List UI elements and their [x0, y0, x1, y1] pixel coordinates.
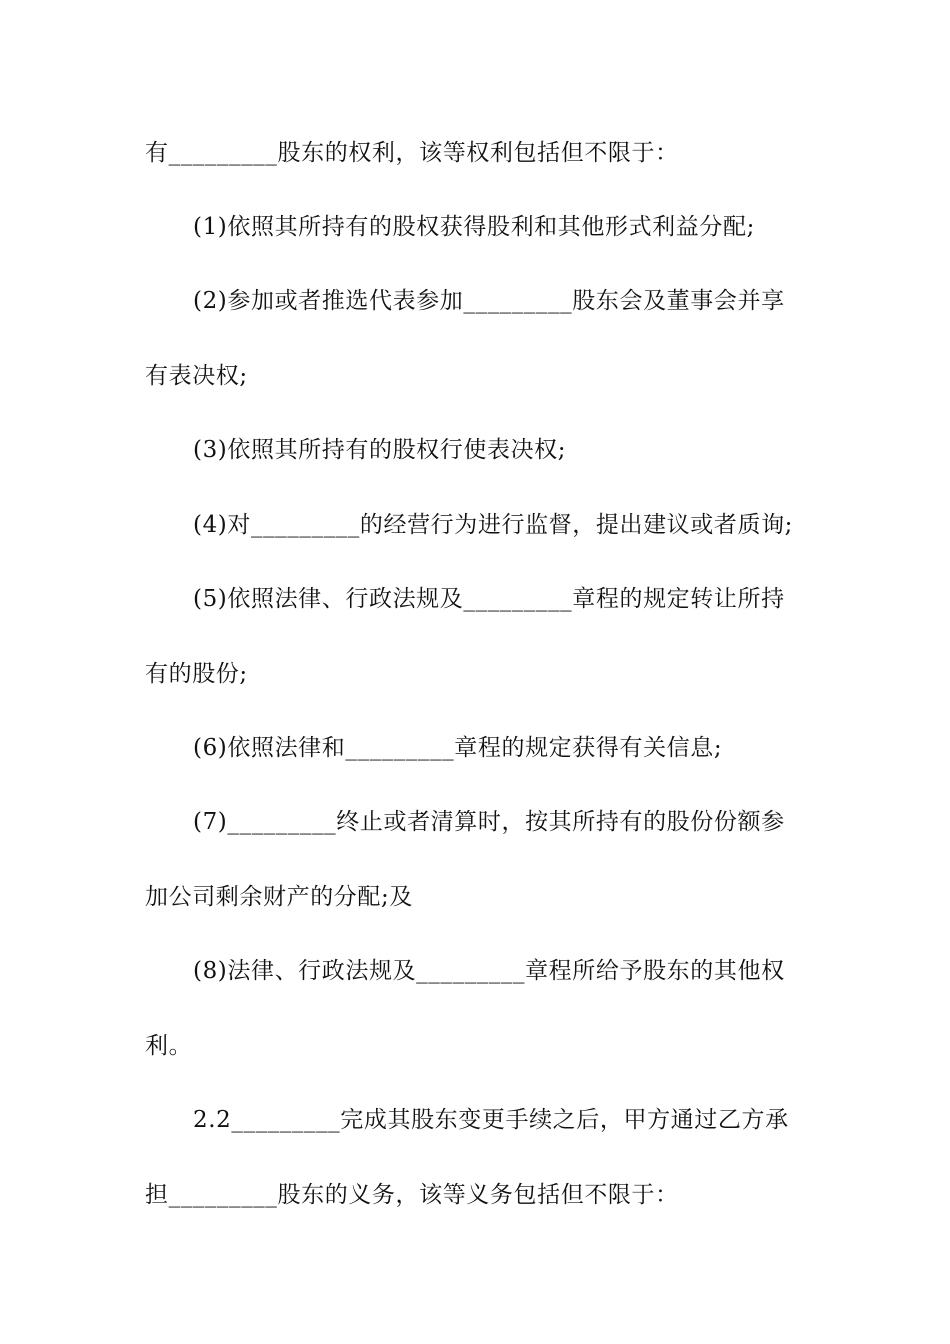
paragraph-line: 2.2_________完成其股东变更手续之后，甲方通过乙方承: [193, 1107, 789, 1133]
paragraph-line: (2)参加或者推选代表参加_________股东会及董事会并享: [193, 288, 785, 314]
paragraph-line: (5)依照法律、行政法规及_________章程的规定转让所持: [193, 586, 785, 612]
paragraph-line: 有表决权;: [145, 363, 248, 389]
paragraph-line: 担_________股东的义务，该等义务包括但不限于：: [145, 1182, 679, 1208]
paragraph-line: (3)依照其所持有的股权行使表决权;: [193, 437, 567, 463]
paragraph-line: (1)依照其所持有的股权获得股利和其他形式利益分配;: [193, 214, 755, 240]
paragraph-line: 有的股份;: [145, 661, 248, 687]
paragraph-line: (6)依照法律和_________章程的规定获得有关信息;: [193, 735, 723, 761]
paragraph-line: (7)_________终止或者清算时，按其所持有的股份份额参: [193, 809, 785, 835]
paragraph-line: (4)对_________的经营行为进行监督，提出建议或者质询;: [193, 512, 794, 538]
paragraph-line: (8)法律、行政法规及_________章程所给予股东的其他权: [193, 958, 785, 984]
paragraph-line: 有_________股东的权利，该等权利包括但不限于：: [145, 140, 679, 166]
paragraph-line: 加公司剩余财产的分配;及: [145, 884, 413, 910]
paragraph-line: 利。: [145, 1033, 193, 1059]
